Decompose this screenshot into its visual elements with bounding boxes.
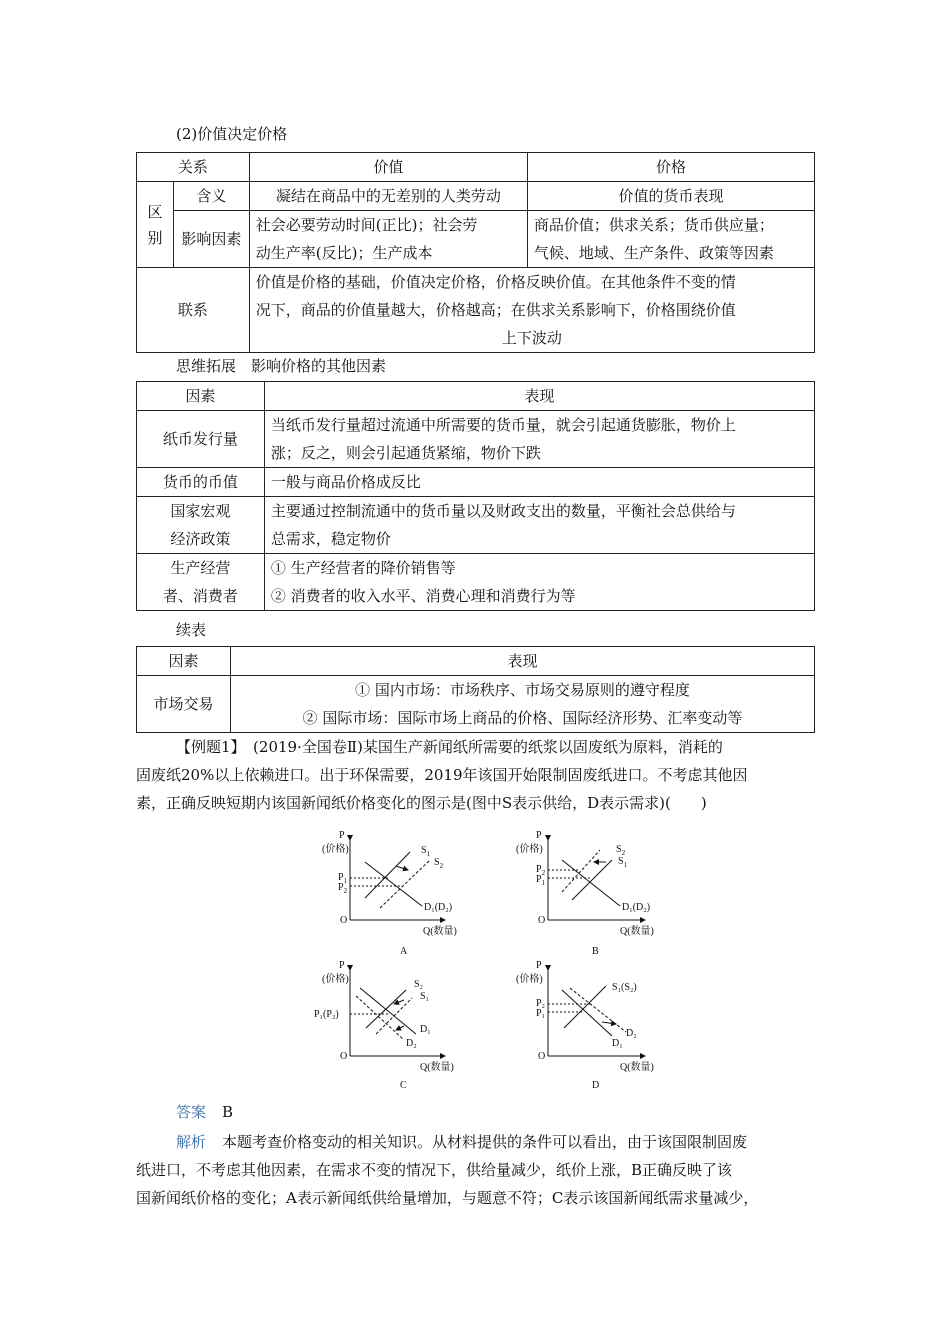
- text-line: ② 国际市场：国际市场上商品的价格、国际经济形势、汇率变动等: [302, 709, 743, 727]
- origin: O: [538, 1051, 546, 1062]
- label-sub: 1: [541, 879, 546, 887]
- extension-title: 思维拓展 影响价格的其他因素: [176, 357, 387, 375]
- text-line: 上下波动: [501, 329, 562, 347]
- example-line-3: 素，正确反映短期内该国新闻纸价格变化的图示是(图中S表示供给，D表示需求)( ): [136, 794, 707, 812]
- label-sub: 2: [343, 887, 348, 895]
- label-p1: P₁: [536, 1008, 546, 1019]
- graph-b: [516, 830, 654, 957]
- text-line: 社会必要劳动时间(正比)；社会劳: [255, 216, 478, 234]
- th-show: 表现: [230, 647, 814, 676]
- label-p: P₁(P₂): [314, 1009, 339, 1020]
- label-d1: D₁: [420, 1024, 431, 1035]
- label-sub: 2: [621, 849, 626, 857]
- label-sub: 2: [541, 869, 546, 877]
- answer-label: 答案: [176, 1103, 207, 1121]
- cell-factor: 货币的币值: [137, 468, 265, 497]
- cell-meaning-value: 凝结在商品中的无差别的人类劳动: [249, 182, 527, 211]
- text-line: ① 生产经营者的降价销售等: [270, 559, 456, 577]
- cell-show: [264, 497, 814, 554]
- shift-arrow: [396, 866, 408, 870]
- label-sub: 2: [439, 862, 444, 870]
- graph-d: [516, 960, 654, 1091]
- axis-p-cn: (价格): [516, 974, 543, 985]
- analysis-text: 本题考查价格变动的相关知识。从材料提供的条件可以看出，由于该国限制固废: [222, 1133, 748, 1151]
- example-line-1: 【例题1】 (2019·全国卷Ⅱ)某国生产新闻纸所需要的纸浆以固废纸为原料，消耗的: [176, 738, 723, 756]
- label-s2: S₂: [414, 979, 424, 990]
- th-show: 表现: [264, 382, 814, 411]
- label-text: S: [421, 845, 427, 856]
- text-line: 动生产率(反比)；生产成本: [255, 244, 433, 262]
- axis-q: Q(数量): [420, 1062, 454, 1073]
- axis-q: Q(数量): [620, 926, 654, 937]
- label-d1: D₁: [612, 1038, 623, 1049]
- graph-label-b: B: [592, 946, 599, 957]
- axis-q: Q(数量): [423, 926, 457, 937]
- cell-factor-price: [527, 211, 814, 268]
- label-sub: 1: [426, 850, 431, 858]
- label-text: P: [536, 864, 542, 875]
- cell-link-label: 联系: [137, 268, 250, 353]
- label-p2: P₂: [536, 998, 546, 1009]
- demand-line-d1: [562, 990, 612, 1036]
- axis-p: P: [339, 830, 345, 841]
- cell-factor: 市场交易: [137, 676, 231, 733]
- cell-difference: 区别: [137, 182, 174, 268]
- factor-table: [136, 381, 815, 611]
- text-line: 生产经营: [170, 559, 231, 577]
- supply-line-s1: [572, 860, 612, 900]
- text-line: 价值是价格的基础，价值决定价格，价格反映价值。在其他条件不变的情: [255, 273, 736, 291]
- axis-p: P: [339, 960, 345, 971]
- text-line: 国家宏观: [170, 502, 231, 520]
- graph-label-d: D: [592, 1080, 600, 1091]
- label-text: S: [616, 844, 622, 855]
- graph-a: [322, 830, 457, 957]
- cell-factor: 纸币发行量: [137, 411, 265, 468]
- label-text: S: [618, 856, 624, 867]
- text-line: 涨；反之，则会引起通货紧缩，物价下跌: [270, 444, 541, 462]
- analysis-line-1: [176, 1127, 856, 1157]
- label-sub: 1: [623, 861, 628, 869]
- label-s: S₁(S₂): [612, 982, 637, 993]
- cell-show: [230, 676, 814, 733]
- axis-p-cn: (价格): [322, 844, 349, 855]
- continued-title: 续表: [176, 621, 207, 639]
- text-line: 总需求，稳定物价: [270, 530, 391, 548]
- label-text: S: [434, 857, 440, 868]
- label-text: P: [338, 882, 344, 893]
- label-d2: D₂: [406, 1038, 417, 1049]
- origin: O: [538, 915, 546, 926]
- cell-show: [264, 554, 814, 611]
- graph-label-a: A: [400, 946, 408, 957]
- label-s1: S₁: [420, 991, 430, 1002]
- graph-c: [314, 960, 454, 1091]
- axis-p: P: [536, 960, 542, 971]
- section-title: (2)价值决定价格: [176, 125, 288, 143]
- cell-link-content: [249, 268, 814, 353]
- cell-meaning-price: 价值的货币表现: [527, 182, 814, 211]
- text-line: 经济政策: [170, 530, 231, 548]
- label-text: P: [536, 874, 542, 885]
- label-d: D₁(D₂): [424, 902, 453, 913]
- cell-meaning-label: 含义: [173, 182, 249, 211]
- th-factor: 因素: [137, 647, 231, 676]
- label-d: D₁(D₂): [622, 902, 651, 913]
- example-line-2: 固废纸20%以上依赖进口。出于环保需要，2019年该国开始限制固废纸进口。不考虑其他因: [136, 766, 748, 784]
- text-line: 气候、地域、生产条件、政策等因素: [533, 244, 774, 262]
- th-price: 价格: [527, 153, 814, 182]
- label-s1: [421, 845, 431, 858]
- text-line: ② 消费者的收入水平、消费心理和消费行为等: [270, 587, 576, 605]
- text-line: 商品价值；供求关系；货币供应量；: [533, 216, 774, 234]
- answer-line: [176, 1098, 233, 1126]
- text-line: 况下，商品的价值量越大，价格越高；在供求关系影响下，价格围绕价值: [255, 301, 736, 319]
- analysis-label: 解析: [176, 1133, 207, 1151]
- cell-show: [264, 411, 814, 468]
- origin: O: [340, 1051, 348, 1062]
- label-d2: D₂: [626, 1028, 637, 1039]
- answer-value: B: [222, 1103, 234, 1121]
- label-text: P: [338, 872, 344, 883]
- supply-line-s2: [380, 860, 430, 908]
- text-line: 主要通过控制流通中的货币量以及财政支出的数量，平衡社会总供给与: [270, 502, 736, 520]
- analysis-line-2: 纸进口，不考虑其他因素，在需求不变的情况下，供给量减少，纸价上涨，B正确反映了该: [136, 1161, 733, 1179]
- supply-line: [564, 986, 606, 1028]
- origin: O: [340, 915, 348, 926]
- axis-p: P: [536, 830, 542, 841]
- th-factor: 因素: [137, 382, 265, 411]
- cell-factor: [137, 497, 265, 554]
- th-value: 价值: [249, 153, 527, 182]
- text-line: ① 国内市场：市场秩序、市场交易原则的遵守程度: [355, 681, 690, 699]
- label-s2: [434, 857, 444, 870]
- label-sub: 1: [343, 877, 348, 885]
- value-price-table: [136, 152, 815, 353]
- text-line: 当纸币发行量超过流通中所需要的货币量，就会引起通货膨胀，物价上: [270, 416, 736, 434]
- axis-p-cn: (价格): [516, 844, 543, 855]
- axis-q: Q(数量): [620, 1062, 654, 1073]
- cell-factor: [137, 554, 265, 611]
- demand-line-d1: [360, 988, 416, 1034]
- shift-arrow: [396, 1026, 404, 1030]
- graph-label-c: C: [400, 1080, 407, 1091]
- cell-show: 一般与商品价格成反比: [264, 468, 814, 497]
- cell-factor-label: 影响因素: [173, 211, 249, 268]
- cell-factor-value: [249, 211, 527, 268]
- market-table: [136, 646, 815, 733]
- text-line: 者、消费者: [162, 587, 238, 605]
- th-relation: 关系: [137, 153, 250, 182]
- label-s1: [618, 856, 628, 869]
- supply-demand-graphs: [300, 820, 700, 1100]
- analysis-line-3: 国新闻纸价格的变化；A表示新闻纸供给量增加，与题意不符；C表示该国新闻纸需求量减少，: [136, 1189, 759, 1207]
- axis-p-cn: (价格): [322, 974, 349, 985]
